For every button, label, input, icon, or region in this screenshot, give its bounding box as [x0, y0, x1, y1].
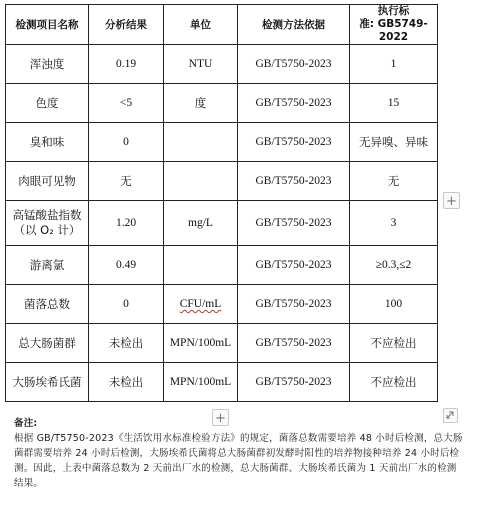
header-standard-line1: 执行标	[377, 5, 410, 17]
cell-method: GB/T5750-2023	[238, 363, 350, 402]
cell-unit	[164, 123, 238, 162]
cell-unit: 度	[164, 84, 238, 123]
cell-standard: 无异嗅、异味	[350, 123, 438, 162]
cell-standard: 不应检出	[350, 363, 438, 402]
cell-item: 大肠埃希氏菌	[6, 363, 89, 402]
table-row	[6, 246, 438, 285]
cell-result: 1.20	[89, 201, 164, 246]
cell-method: GB/T5750-2023	[238, 201, 350, 246]
table-row	[6, 285, 438, 324]
notes-section	[14, 416, 466, 491]
cell-unit: MPN/100mL	[164, 363, 238, 402]
cell-item: 色度	[6, 84, 89, 123]
table-row	[6, 162, 438, 201]
notes-title: 备注:	[14, 418, 38, 429]
cell-result: 0.49	[89, 246, 164, 285]
cell-method: GB/T5750-2023	[238, 123, 350, 162]
add-column-button[interactable]: +	[443, 192, 460, 209]
cell-result: 0.19	[89, 45, 164, 84]
cell-standard: 1	[350, 45, 438, 84]
cell-result: 0	[89, 285, 164, 324]
cell-unit-text: CFU/mL	[179, 298, 222, 310]
cell-result: 无	[89, 162, 164, 201]
cell-unit: MPN/100mL	[164, 324, 238, 363]
cell-item: 游离氯	[6, 246, 89, 285]
table-row	[6, 201, 438, 246]
cell-unit	[164, 246, 238, 285]
table-row	[6, 84, 438, 123]
cell-item: 肉眼可见物	[6, 162, 89, 201]
table-row	[6, 363, 438, 402]
cell-method: GB/T5750-2023	[238, 285, 350, 324]
cell-standard: ≥0.3,≤2	[350, 246, 438, 285]
cell-item-line1: 高锰酸盐指数	[12, 208, 82, 222]
cell-item: 菌落总数	[6, 285, 89, 324]
table-row	[6, 45, 438, 84]
header-standard-line2: 准: GB5749-2022	[359, 18, 428, 43]
cell-item: 臭和味	[6, 123, 89, 162]
cell-standard: 不应检出	[350, 324, 438, 363]
cell-standard: 100	[350, 285, 438, 324]
cell-standard: 3	[350, 201, 438, 246]
header-unit: 单位	[164, 5, 238, 45]
table-row	[6, 123, 438, 162]
water-quality-table	[5, 4, 438, 402]
cell-unit	[164, 162, 238, 201]
add-row-button[interactable]: +	[212, 409, 229, 426]
cell-result: <5	[89, 84, 164, 123]
cell-result: 未检出	[89, 324, 164, 363]
cell-item: 浑浊度	[6, 45, 89, 84]
cell-item	[6, 201, 89, 246]
cell-method: GB/T5750-2023	[238, 324, 350, 363]
table-row	[6, 324, 438, 363]
cell-unit: NTU	[164, 45, 238, 84]
cell-standard: 无	[350, 162, 438, 201]
cell-item-line2: （以 O₂ 计）	[13, 223, 81, 237]
cell-method: GB/T5750-2023	[238, 45, 350, 84]
cell-standard: 15	[350, 84, 438, 123]
header-standard	[350, 5, 438, 45]
header-method: 检测方法依据	[238, 5, 350, 45]
cell-unit: mg/L	[164, 201, 238, 246]
table-header-row	[6, 5, 438, 45]
cell-method: GB/T5750-2023	[238, 84, 350, 123]
cell-result: 未检出	[89, 363, 164, 402]
cell-method: GB/T5750-2023	[238, 162, 350, 201]
cell-method: GB/T5750-2023	[238, 246, 350, 285]
header-result: 分析结果	[89, 5, 164, 45]
cell-item: 总大肠菌群	[6, 324, 89, 363]
cell-unit	[164, 285, 238, 324]
header-item-name: 检测项目名称	[6, 5, 89, 45]
cell-result: 0	[89, 123, 164, 162]
notes-body: 根据 GB/T5750-2023《生活饮用水标准检验方法》的规定，菌落总数需要培养 48 小时后检测，总大肠菌群需要培养 24 小时后检测，大肠埃希氏菌将总大肠菌群初发酵时阳性的培养物接种培养 24 小时后检测。因此，上表中菌落总数为 2 天前出厂水的检测，总大肠菌群、大肠埃希氏菌为 1 天前出厂水的检测结果。	[14, 433, 463, 489]
